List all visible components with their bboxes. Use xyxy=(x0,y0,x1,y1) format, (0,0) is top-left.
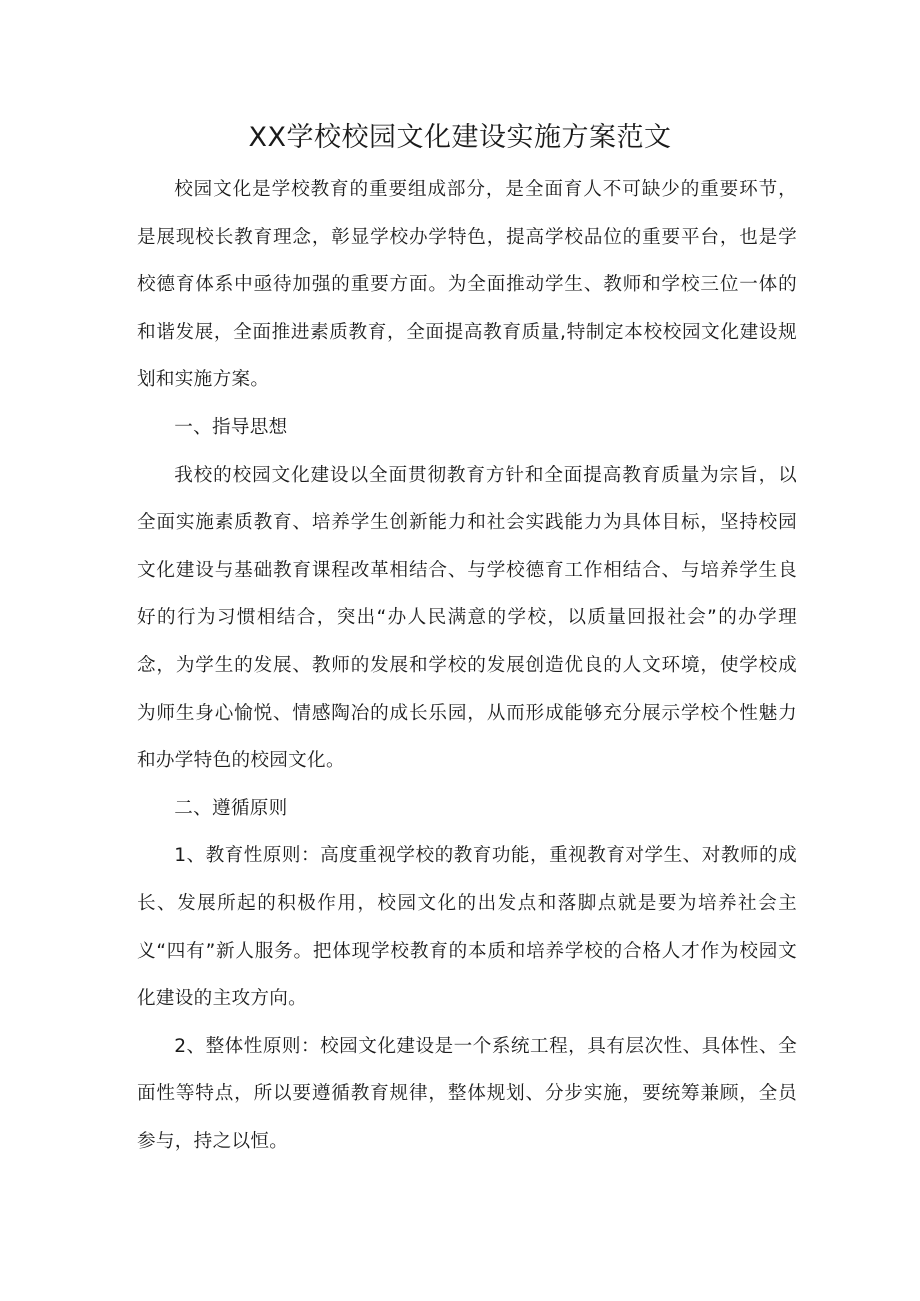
section-heading-guiding-ideology: 一、指导思想 xyxy=(174,416,288,438)
guiding-ideology-paragraph: 我校的校园文化建设以全面贯彻教育方针和全面提高教育质量为宗旨，以全面实施素质教育、培养学生创新能力和社会实践能力为具体目标，坚持校园文化建设与基础教育课程改革相结合、与学校德育工作相结合、与培养学生良好的行为习惯相结合，突出“办人民满意的学校，以质量回报社会”的办学理念，为学生的发展、教师的发展和学校的发展创造优良的人文环境，使学校成为师生身心愉悦、情感陶冶的成长乐园，从而形成能够充分展示学校个性魅力和办学特色的校园文化。 xyxy=(137,464,797,772)
document-title: XX学校校园文化建设实施方案范文 xyxy=(248,122,672,153)
document-body xyxy=(137,166,797,1165)
principle-educational-paragraph: 1、教育性原则：高度重视学校的教育功能，重视教育对学生、对教师的成长、发展所起的积极作用，校园文化的出发点和落脚点就是要为培养社会主义“四有”新人服务。把体现学校教育的本质和培养学校的合格人才作为校园文化建设的主攻方向。 xyxy=(137,845,797,1010)
intro-paragraph: 校园文化是学校教育的重要组成部分，是全面育人不可缺少的重要环节，是展现校长教育理念，彰显学校办学特色，提高学校品位的重要平台，也是学校德育体系中亟待加强的重要方面。为全面推动学生、教师和学校三位一体的和谐发展，全面推进素质教育，全面提高教育质量,特制定本校校园文化建设规划和实施方案。 xyxy=(137,179,797,391)
principle-holistic-paragraph: 2、整体性原则：校园文化建设是一个系统工程，具有层次性、具体性、全面性等特点，所以要遵循教育规律，整体规划、分步实施，要统筹兼顾，全员参与，持之以恒。 xyxy=(137,1035,797,1152)
section-heading-principles: 二、遵循原则 xyxy=(174,797,288,819)
